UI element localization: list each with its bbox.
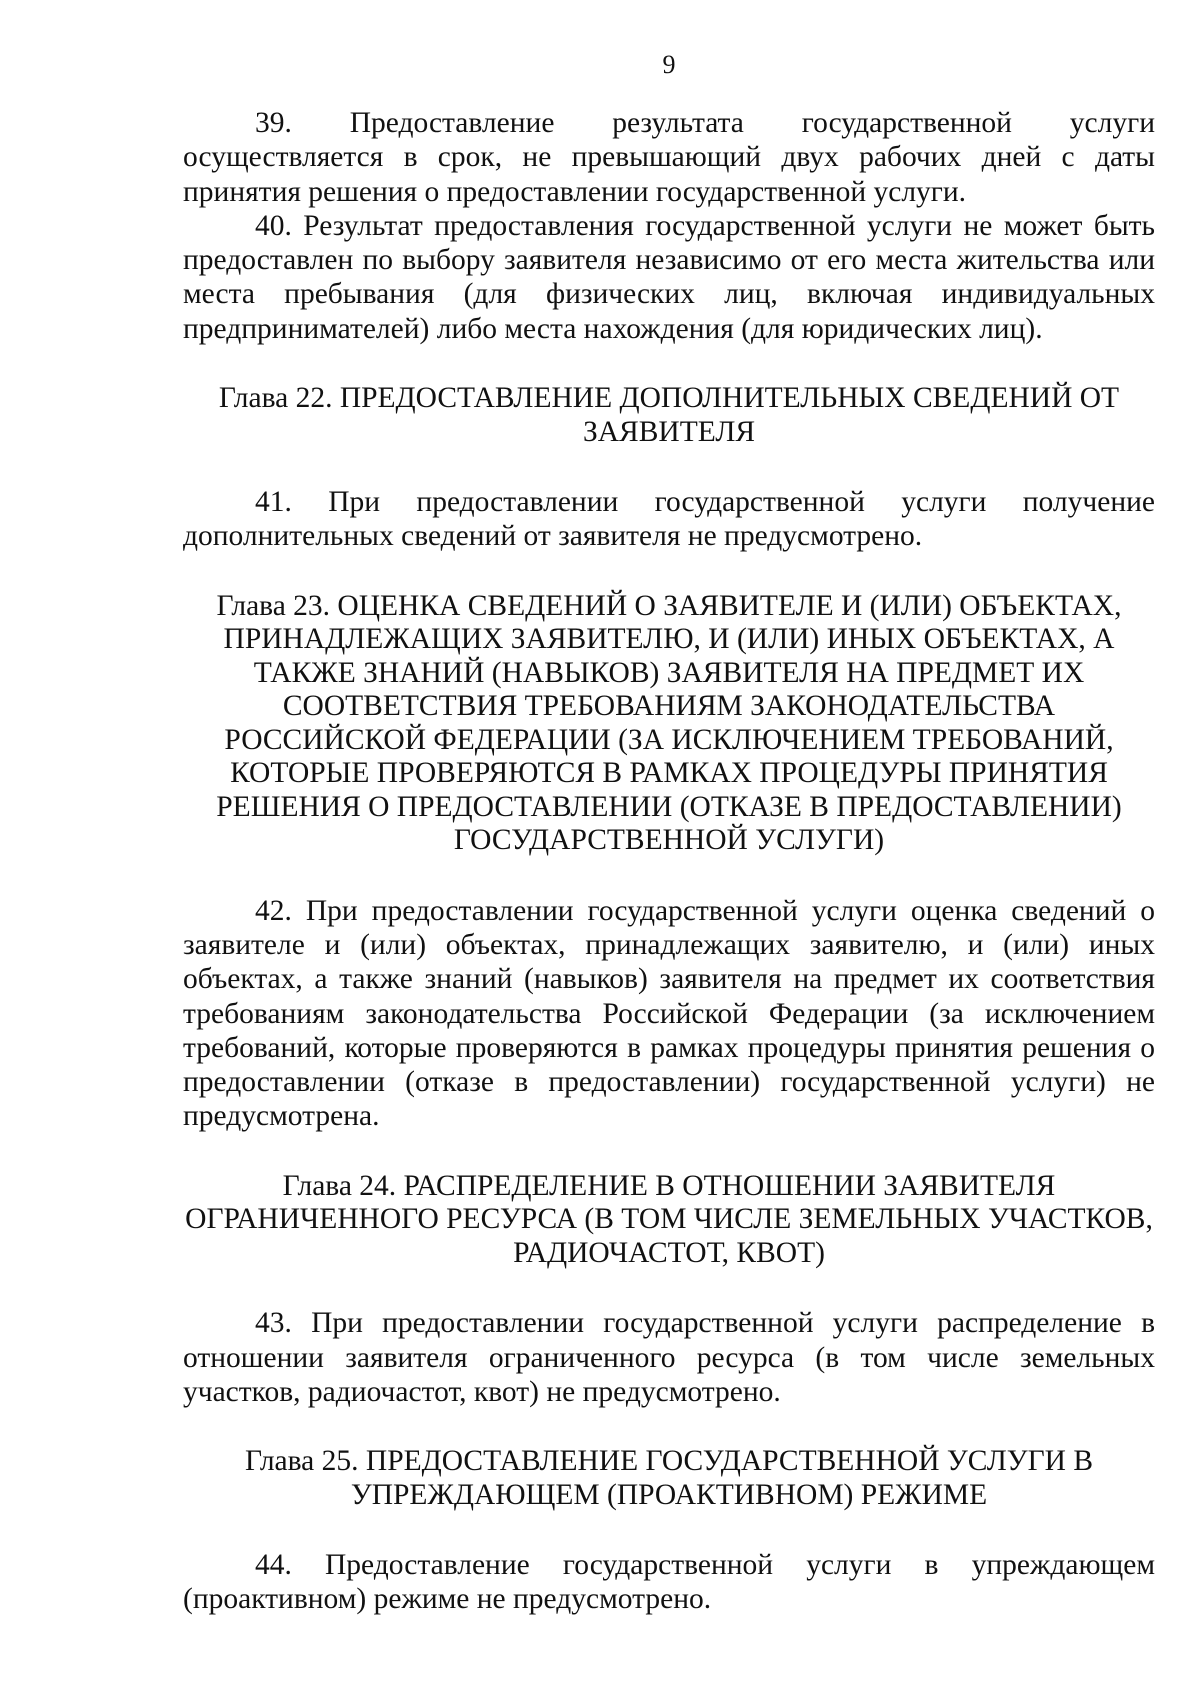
paragraph-42: 42. При предоставлении государственной услуги оценка сведений о заявителе и (или) объектах, принадлежащих заявителю, и (или) иных объектах, а также знаний (навыков) заявителя на предмет их соответствия требованиям законодательства Российской Федерации (за исключением требований, которые проверяются в рамках процедуры принятия решения о предоставлении (отказе в предоставлении) государственной услуги) не предусмотрена. xyxy=(183,894,1155,1133)
chapter-24-heading: Глава 24. РАСПРЕДЕЛЕНИЕ В ОТНОШЕНИИ ЗАЯВИТЕЛЯ ОГРАНИЧЕННОГО РЕСУРСА (В ТОМ ЧИСЛЕ ЗЕМЕЛЬНЫХ УЧАСТКОВ, РАДИОЧАСТОТ, КВОТ) xyxy=(185,1169,1153,1269)
paragraph-39: 39. Предоставление результата государственной услуги осуществляется в срок, не превышающий двух рабочих дней с даты принятия решения о предоставлении государственной услуги. xyxy=(183,107,1155,208)
paragraph-44: 44. Предоставление государственной услуги в упреждающем (проактивном) режиме не предусмотрено. xyxy=(183,1549,1155,1616)
paragraph-43: 43. При предоставлении государственной услуги распределение в отношении заявителя ограниченного ресурса (в том числе земельных участков, радиочастот, квот) не предусмотрено. xyxy=(183,1307,1155,1408)
chapter-22-heading: Глава 22. ПРЕДОСТАВЛЕНИЕ ДОПОЛНИТЕЛЬНЫХ СВЕДЕНИЙ ОТ ЗАЯВИТЕЛЯ xyxy=(218,382,1120,448)
chapter-25-heading: Глава 25. ПРЕДОСТАВЛЕНИЕ ГОСУДАРСТВЕННОЙ УСЛУГИ В УПРЕЖДАЮЩЕМ (ПРОАКТИВНОМ) РЕЖИМЕ xyxy=(244,1445,1094,1511)
chapter-23-heading: Глава 23. ОЦЕНКА СВЕДЕНИЙ О ЗАЯВИТЕЛЕ И (ИЛИ) ОБЪЕКТАХ, ПРИНАДЛЕЖАЩИХ ЗАЯВИТЕЛЮ, И (ИЛИ) ИНЫХ ОБЪЕКТАХ, А ТАКЖЕ ЗНАНИЙ (НАВЫКОВ) ЗАЯВИТЕЛЯ НА ПРЕДМЕТ ИХ СООТВЕТСТВИЯ ТРЕБОВАНИЯМ ЗАКОНОДАТЕЛЬСТВА РОССИЙСКОЙ ФЕДЕРАЦИИ (ЗА ИСКЛЮЧЕНИЕМ ТРЕБОВАНИЙ, КОТОРЫЕ ПРОВЕРЯЮТСЯ В РАМКАХ ПРОЦЕДУРЫ ПРИНЯТИЯ РЕШЕНИЯ О ПРЕДОСТАВЛЕНИИ (ОТКАЗЕ В ПРЕДОСТАВЛЕНИИ) ГОСУДАРСТВЕННОЙ УСЛУГИ) xyxy=(216,589,1122,857)
paragraph-41: 41. При предоставлении государственной услуги получение дополнительных сведений от заявителя не предусмотрено. xyxy=(183,486,1155,553)
document-body xyxy=(183,106,1155,1617)
page-number: 9 xyxy=(662,50,676,79)
paragraph-40: 40. Результат предоставления государственной услуги не может быть предоставлен по выбору заявителя независимо от его места жительства или места пребывания (для физических лиц, включая индивидуальных предпринимателей) либо места нахождения (для юридических лиц). xyxy=(183,209,1155,345)
